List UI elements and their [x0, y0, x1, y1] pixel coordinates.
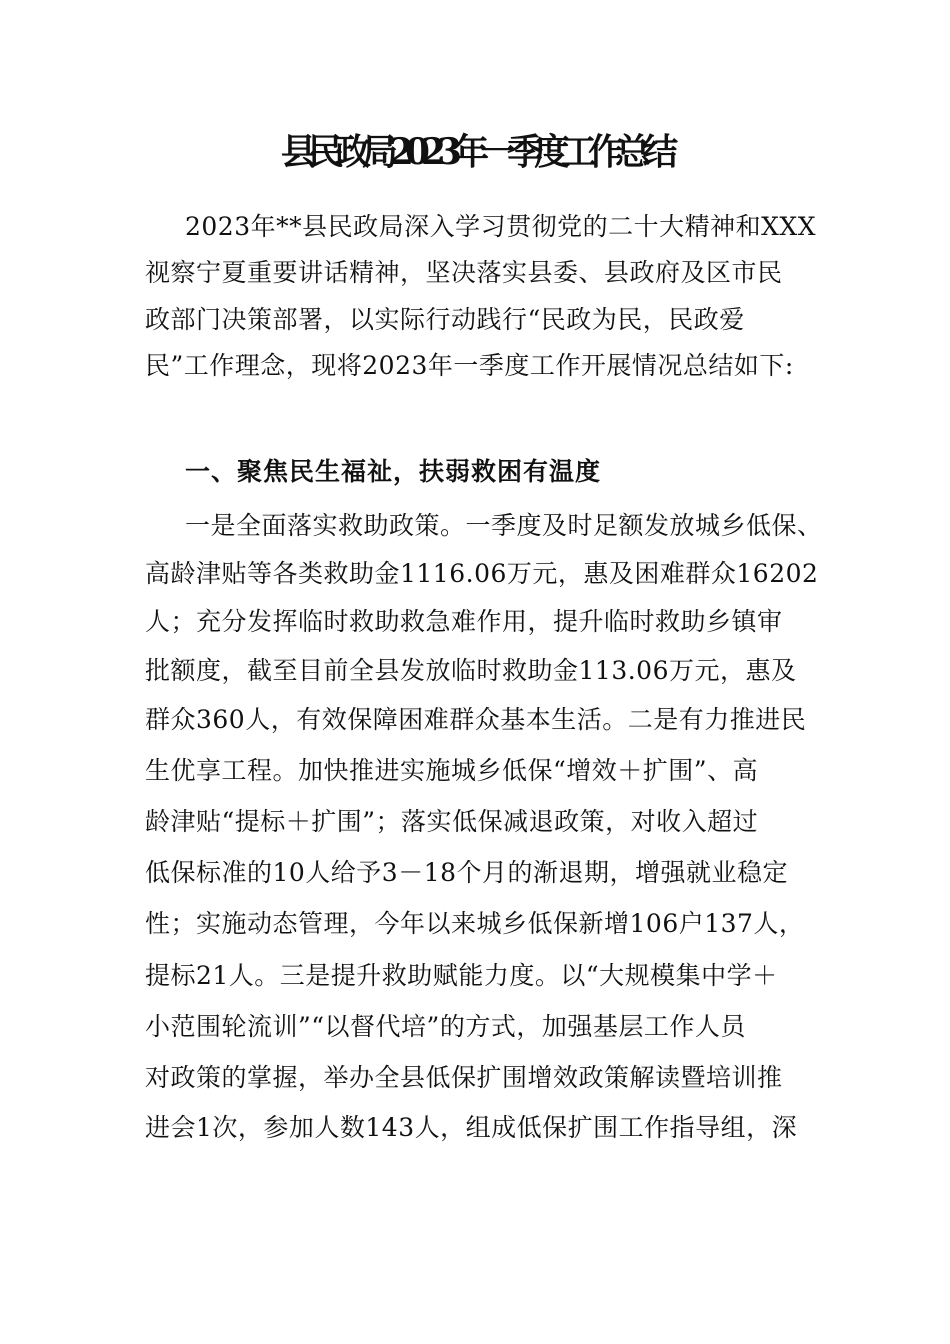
body-line: 进会1次，参加人数143人，组成低保扩围工作指导组，深 — [145, 1113, 798, 1142]
intro-line: 视察宁夏重要讲话精神，坚决落实县委、县政府及区市民 — [145, 258, 783, 287]
body-line: 性；实施动态管理，今年以来城乡低保新增106户137人， — [145, 909, 805, 938]
body-line: 高龄津贴等各类救助金1116.06万元，惠及困难群众16202 — [145, 559, 819, 588]
section-heading: 一、聚焦民生福祉，扶弱救困有温度 — [185, 457, 602, 486]
body-line: 批额度，截至目前全县发放临时救助金113.06万元，惠及 — [145, 656, 797, 685]
body-line: 提标21人。三是提升救助赋能力度。以“大规模集中学＋ — [145, 961, 778, 990]
intro-line: 民”工作理念，现将2023年一季度工作开展情况总结如下: — [145, 351, 794, 380]
document-title: 县民政局2023年一季度工作总结 — [280, 131, 670, 173]
intro-line: 2023年**县民政局深入学习贯彻党的二十大精神和XXX — [185, 212, 817, 241]
body-line: 一是全面落实救助政策。一季度及时足额发放城乡低保、 — [185, 511, 823, 540]
body-line: 小范围轮流训”“以督代培”的方式，加强基层工作人员 — [145, 1012, 746, 1041]
body-line: 低保标准的10人给予3－18个月的渐退期，增强就业稳定 — [145, 858, 789, 887]
body-line: 龄津贴“提标＋扩围”；落实低保减退政策，对收入超过 — [145, 807, 759, 836]
body-line: 生优享工程。加快推进实施城乡低保“增效＋扩围”、高 — [145, 756, 759, 785]
body-line: 对政策的掌握，举办全县低保扩围增效政策解读暨培训推 — [145, 1063, 783, 1092]
body-line: 群众360人，有效保障困难群众基本生活。二是有力推进民 — [145, 705, 807, 734]
body-line: 人；充分发挥临时救助救急难作用，提升临时救助乡镇审 — [145, 607, 783, 636]
intro-line: 政部门决策部署，以实际行动践行“民政为民，民政爱 — [145, 305, 745, 334]
